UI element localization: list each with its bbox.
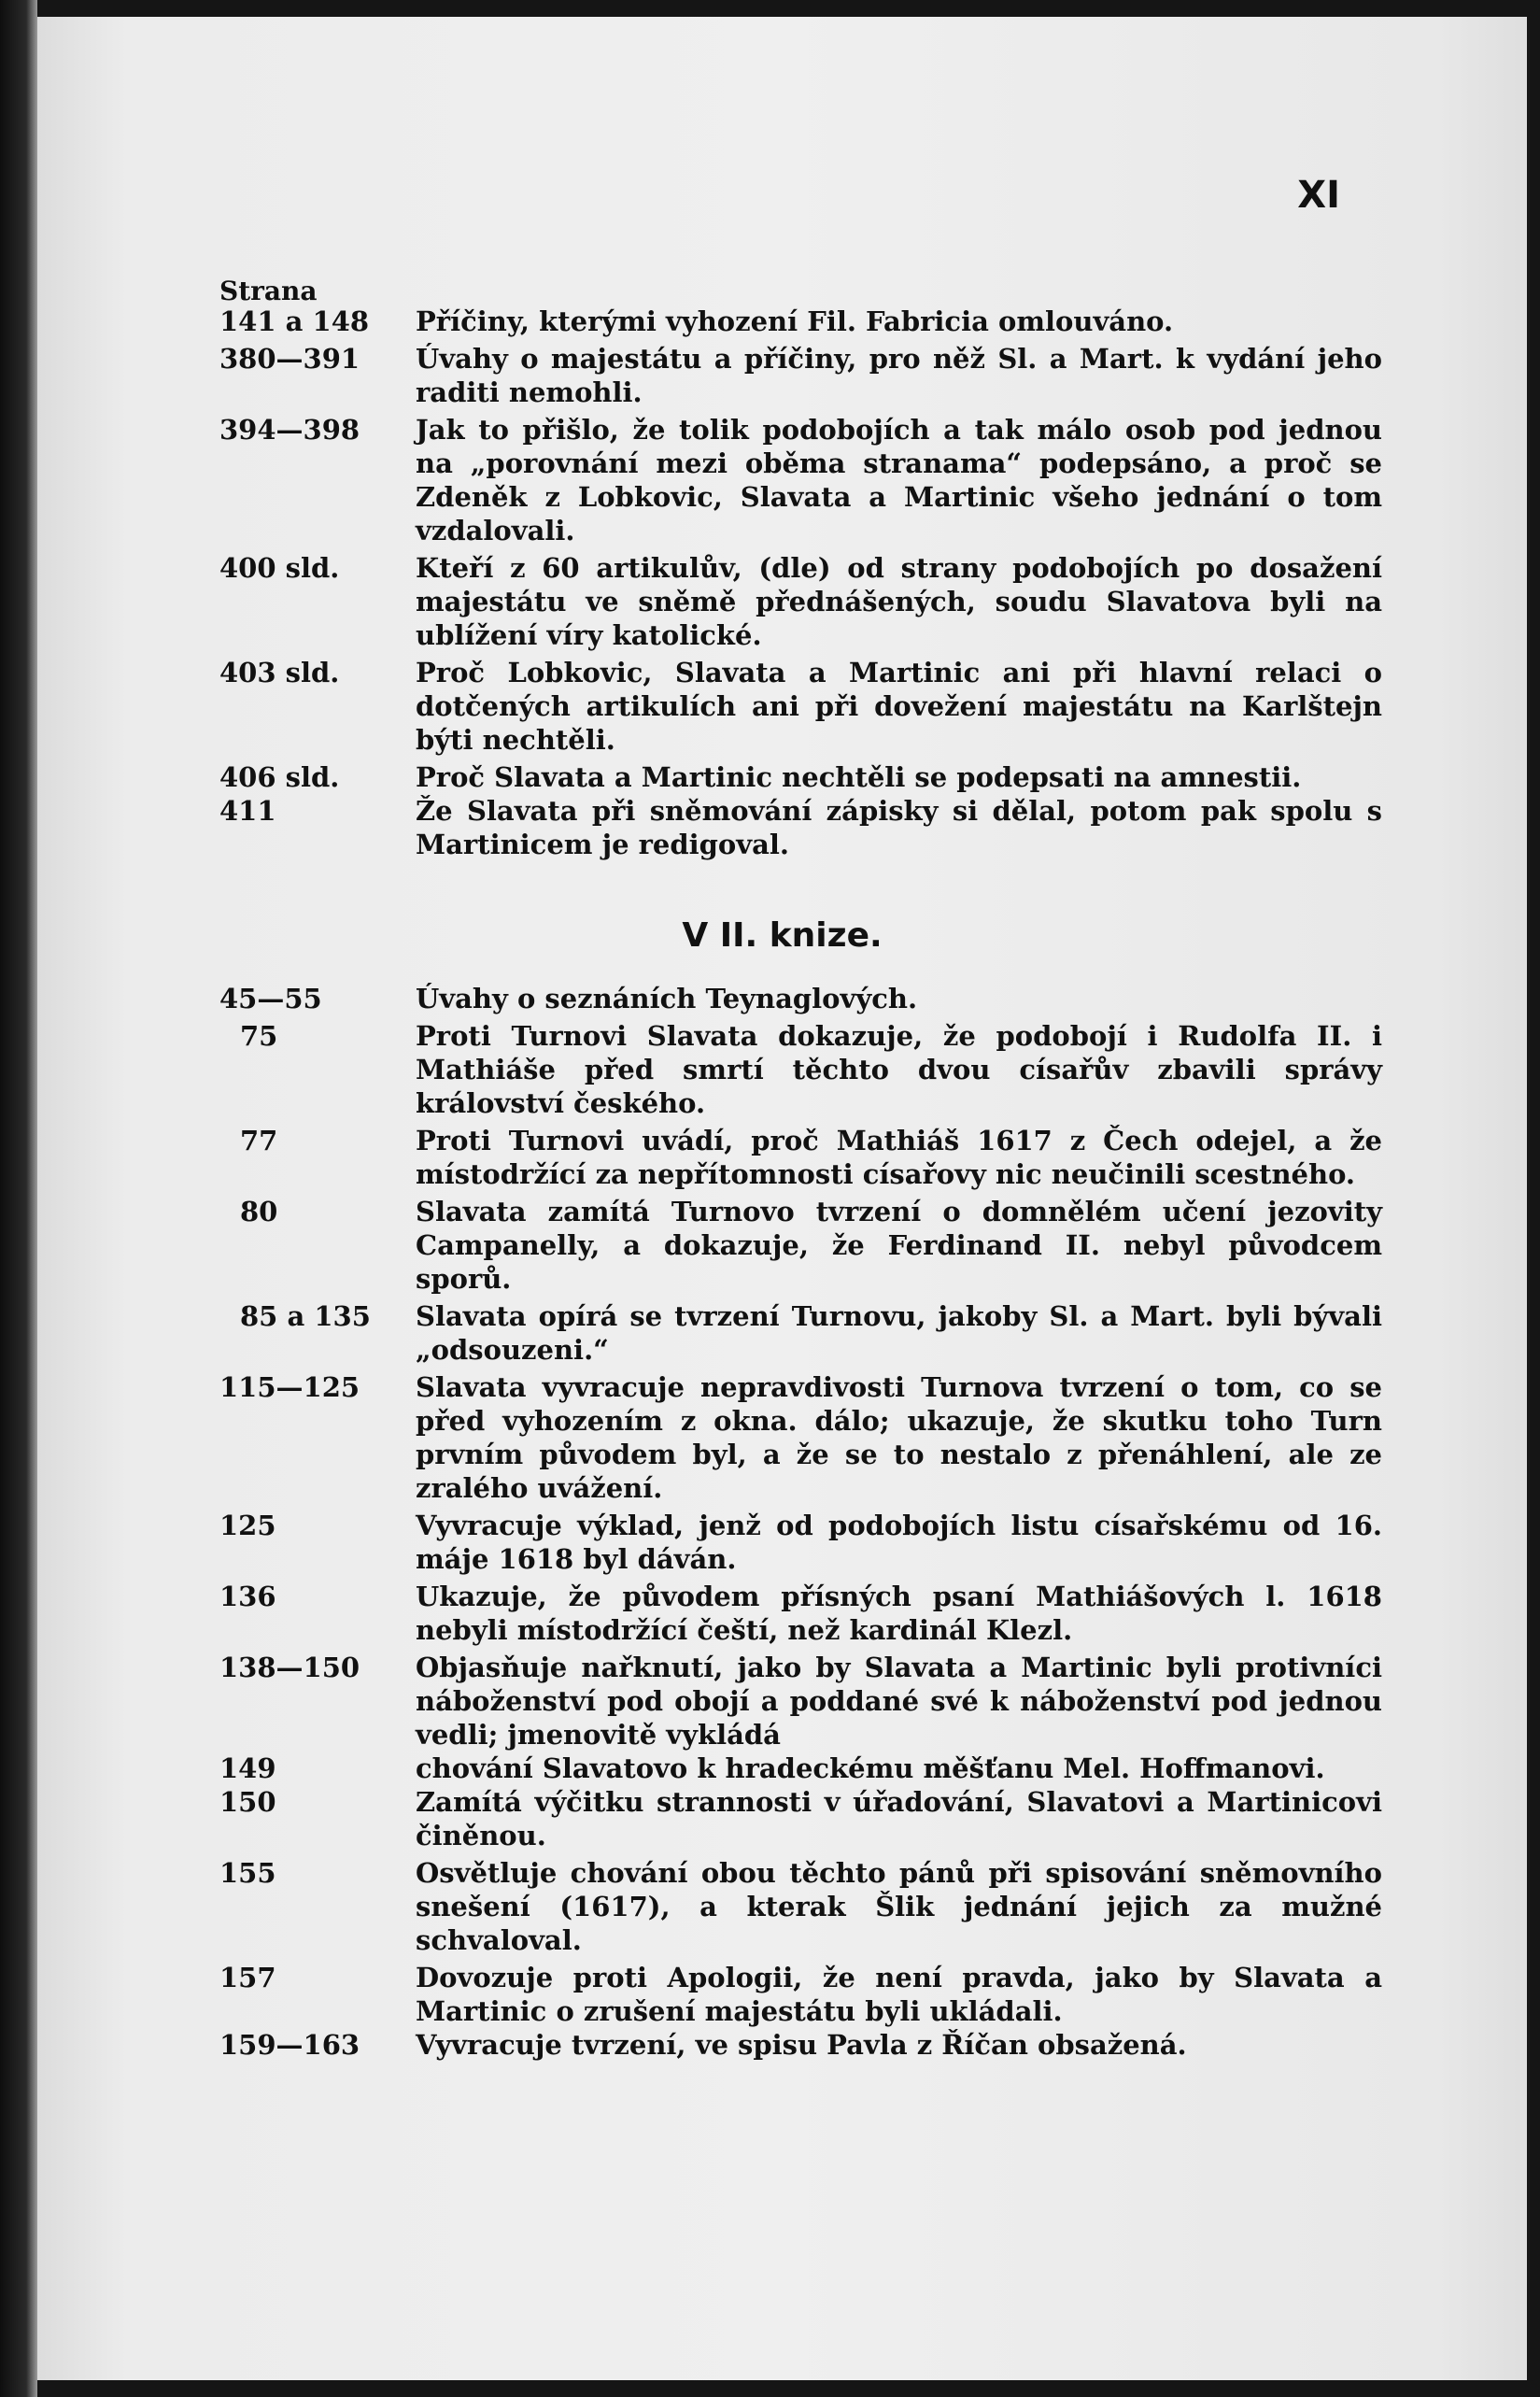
- section-title: V II. knize.: [682, 916, 883, 955]
- index-entry: [219, 1195, 1382, 1296]
- entry-text: Proč Lobkovic, Slavata a Martinic ani při hlavní relaci o dotčených artikulích ani při dovežení majestátu na Karlštejn býti nechtěli.: [416, 657, 1382, 756]
- entry-ref: 411: [219, 795, 276, 827]
- index-entry: [219, 1019, 1382, 1120]
- entry-text: Že Slavata při sněmování zápisky si dělal, potom pak spolu s Martinicem je redigoval.: [416, 795, 1382, 860]
- book-page: [37, 17, 1527, 2380]
- entry-text: Vyvracuje tvrzení, ve spisu Pavla z Říčan obsažená.: [416, 2029, 1187, 2061]
- entry-ref: 141 a 148: [219, 305, 370, 337]
- entry-text: Slavata zamítá Turnovo tvrzení o domnělém učení jezovity Campanelly, a dokazuje, že Ferdinand II. nebyl původcem sporů.: [416, 1196, 1382, 1295]
- index-entry: [219, 1370, 1382, 1505]
- entry-ref: 155: [219, 1857, 276, 1889]
- index-entry: [219, 1509, 1382, 1576]
- entries-section-1: [219, 305, 1382, 861]
- entry-text: Objasňuje nařknutí, jako by Slavata a Martinic byli protivníci náboženství pod obojí a poddané své k náboženství pod jednou vedli; jmenovitě vykládá: [416, 1652, 1382, 1751]
- index-entry: [219, 305, 1382, 338]
- entry-ref: 394—398: [219, 414, 360, 446]
- book-spine: [0, 0, 37, 2397]
- entry-text: Zamítá výčitku strannosti v úřadování, Slavatovi a Martinicovi činěnou.: [416, 1786, 1382, 1851]
- index-entry: [219, 1961, 1382, 2028]
- index-entry: [219, 794, 1382, 861]
- entry-ref: 80: [240, 1196, 278, 1227]
- entry-ref: 406 sld.: [219, 761, 340, 793]
- strana-column-header: Strana: [219, 276, 318, 306]
- index-entry: [219, 656, 1382, 757]
- entry-text: Proč Slavata a Martinic nechtěli se podepsati na amnestii.: [416, 761, 1302, 793]
- entry-ref: 157: [219, 1962, 276, 1993]
- index-entry: [219, 1651, 1382, 1752]
- entry-ref: 150: [219, 1786, 276, 1818]
- index-entry: [219, 551, 1382, 652]
- entry-text: Úvahy o seznáních Teynaglových.: [416, 983, 918, 1014]
- entry-ref: 403 sld.: [219, 657, 340, 688]
- entry-ref: 75: [240, 1020, 278, 1052]
- entry-ref: 138—150: [219, 1652, 360, 1683]
- index-entry: [219, 413, 1382, 547]
- entry-ref: 136: [219, 1581, 276, 1612]
- entry-ref: 77: [240, 1125, 278, 1156]
- index-entry: [219, 2028, 1382, 2062]
- entry-text: Proti Turnovi uvádí, proč Mathiáš 1617 z Čech odejel, a že místodržící za nepřítomnosti císařovy nic neučinili scestného.: [416, 1125, 1382, 1190]
- index-entry: [219, 1752, 1382, 1785]
- entry-text: Jak to přišlo, že tolik podobojích a tak málo osob pod jednou na „porovnání mezi oběma stranama“ podepsáno, a proč se Zdeněk z Lobkovic, Slavata a Martinic všeho jednání o tom vzdalovali.: [416, 414, 1382, 546]
- entry-text: Slavata vyvracuje nepravdivosti Turnova tvrzení o tom, co se před vyhozením z okna. dálo; ukazuje, že skutku toho Turn prvním původem byl, a že se to nestalo z přenáhlení, ale ze zralého uvážení.: [416, 1371, 1382, 1504]
- entry-text: Úvahy o majestátu a příčiny, pro něž Sl. a Mart. k vydání jeho raditi nemohli.: [416, 343, 1382, 408]
- entry-ref: 159—163: [219, 2029, 360, 2061]
- entry-text: Kteří z 60 artikulův, (dle) od strany podobojích po dosažení majestátu ve sněmě přednášených, soudu Slavatova byli na ublížení víry katolické.: [416, 552, 1382, 651]
- entry-text: Vyvracuje výklad, jenž od podobojích listu císařskému od 16. máje 1618 byl dáván.: [416, 1510, 1382, 1575]
- index-entry: [219, 760, 1382, 794]
- entry-text: Proti Turnovi Slavata dokazuje, že podobojí i Rudolfa II. i Mathiáše před smrtí těchto dvou císařův zbavili správy království českého.: [416, 1020, 1382, 1119]
- entry-ref: 380—391: [219, 343, 360, 375]
- index-entry: [219, 1299, 1382, 1367]
- index-entry: [219, 342, 1382, 409]
- entries-section-2: [219, 982, 1382, 2062]
- entry-ref: 149: [219, 1752, 276, 1784]
- entry-ref: 115—125: [219, 1371, 360, 1403]
- index-entry: [219, 1580, 1382, 1647]
- index-entry: [219, 1124, 1382, 1191]
- entry-text: Dovozuje proti Apologii, že není pravda, jako by Slavata a Martinic o zrušení majestátu byli ukládali.: [416, 1962, 1382, 2027]
- page-number: XI: [1297, 174, 1340, 217]
- entry-text: Slavata opírá se tvrzení Turnovu, jakoby Sl. a Mart. byli bývali „odsouzeni.“: [416, 1300, 1382, 1366]
- entry-text: Příčiny, kterými vyhození Fil. Fabricia omlouváno.: [416, 305, 1174, 337]
- entry-text: Osvětluje chování obou těchto pánů při spisování sněmovního snešení (1617), a kterak Šlik jednání jejich za mužné schvaloval.: [416, 1857, 1382, 1956]
- entry-text: chování Slavatovo k hradeckému měšťanu Mel. Hoffmanovi.: [416, 1752, 1325, 1784]
- index-entry: [219, 982, 1382, 1015]
- index-entry: [219, 1856, 1382, 1957]
- entry-text: Ukazuje, že původem přísných psaní Mathiášových l. 1618 nebyli místodržící čeští, než kardinál Klezl.: [416, 1581, 1382, 1646]
- entry-ref: 125: [219, 1510, 276, 1541]
- entry-ref: 85 a 135: [240, 1300, 371, 1332]
- index-entry: [219, 1785, 1382, 1852]
- entry-ref: 400 sld.: [219, 552, 340, 584]
- entry-ref: 45—55: [219, 983, 322, 1014]
